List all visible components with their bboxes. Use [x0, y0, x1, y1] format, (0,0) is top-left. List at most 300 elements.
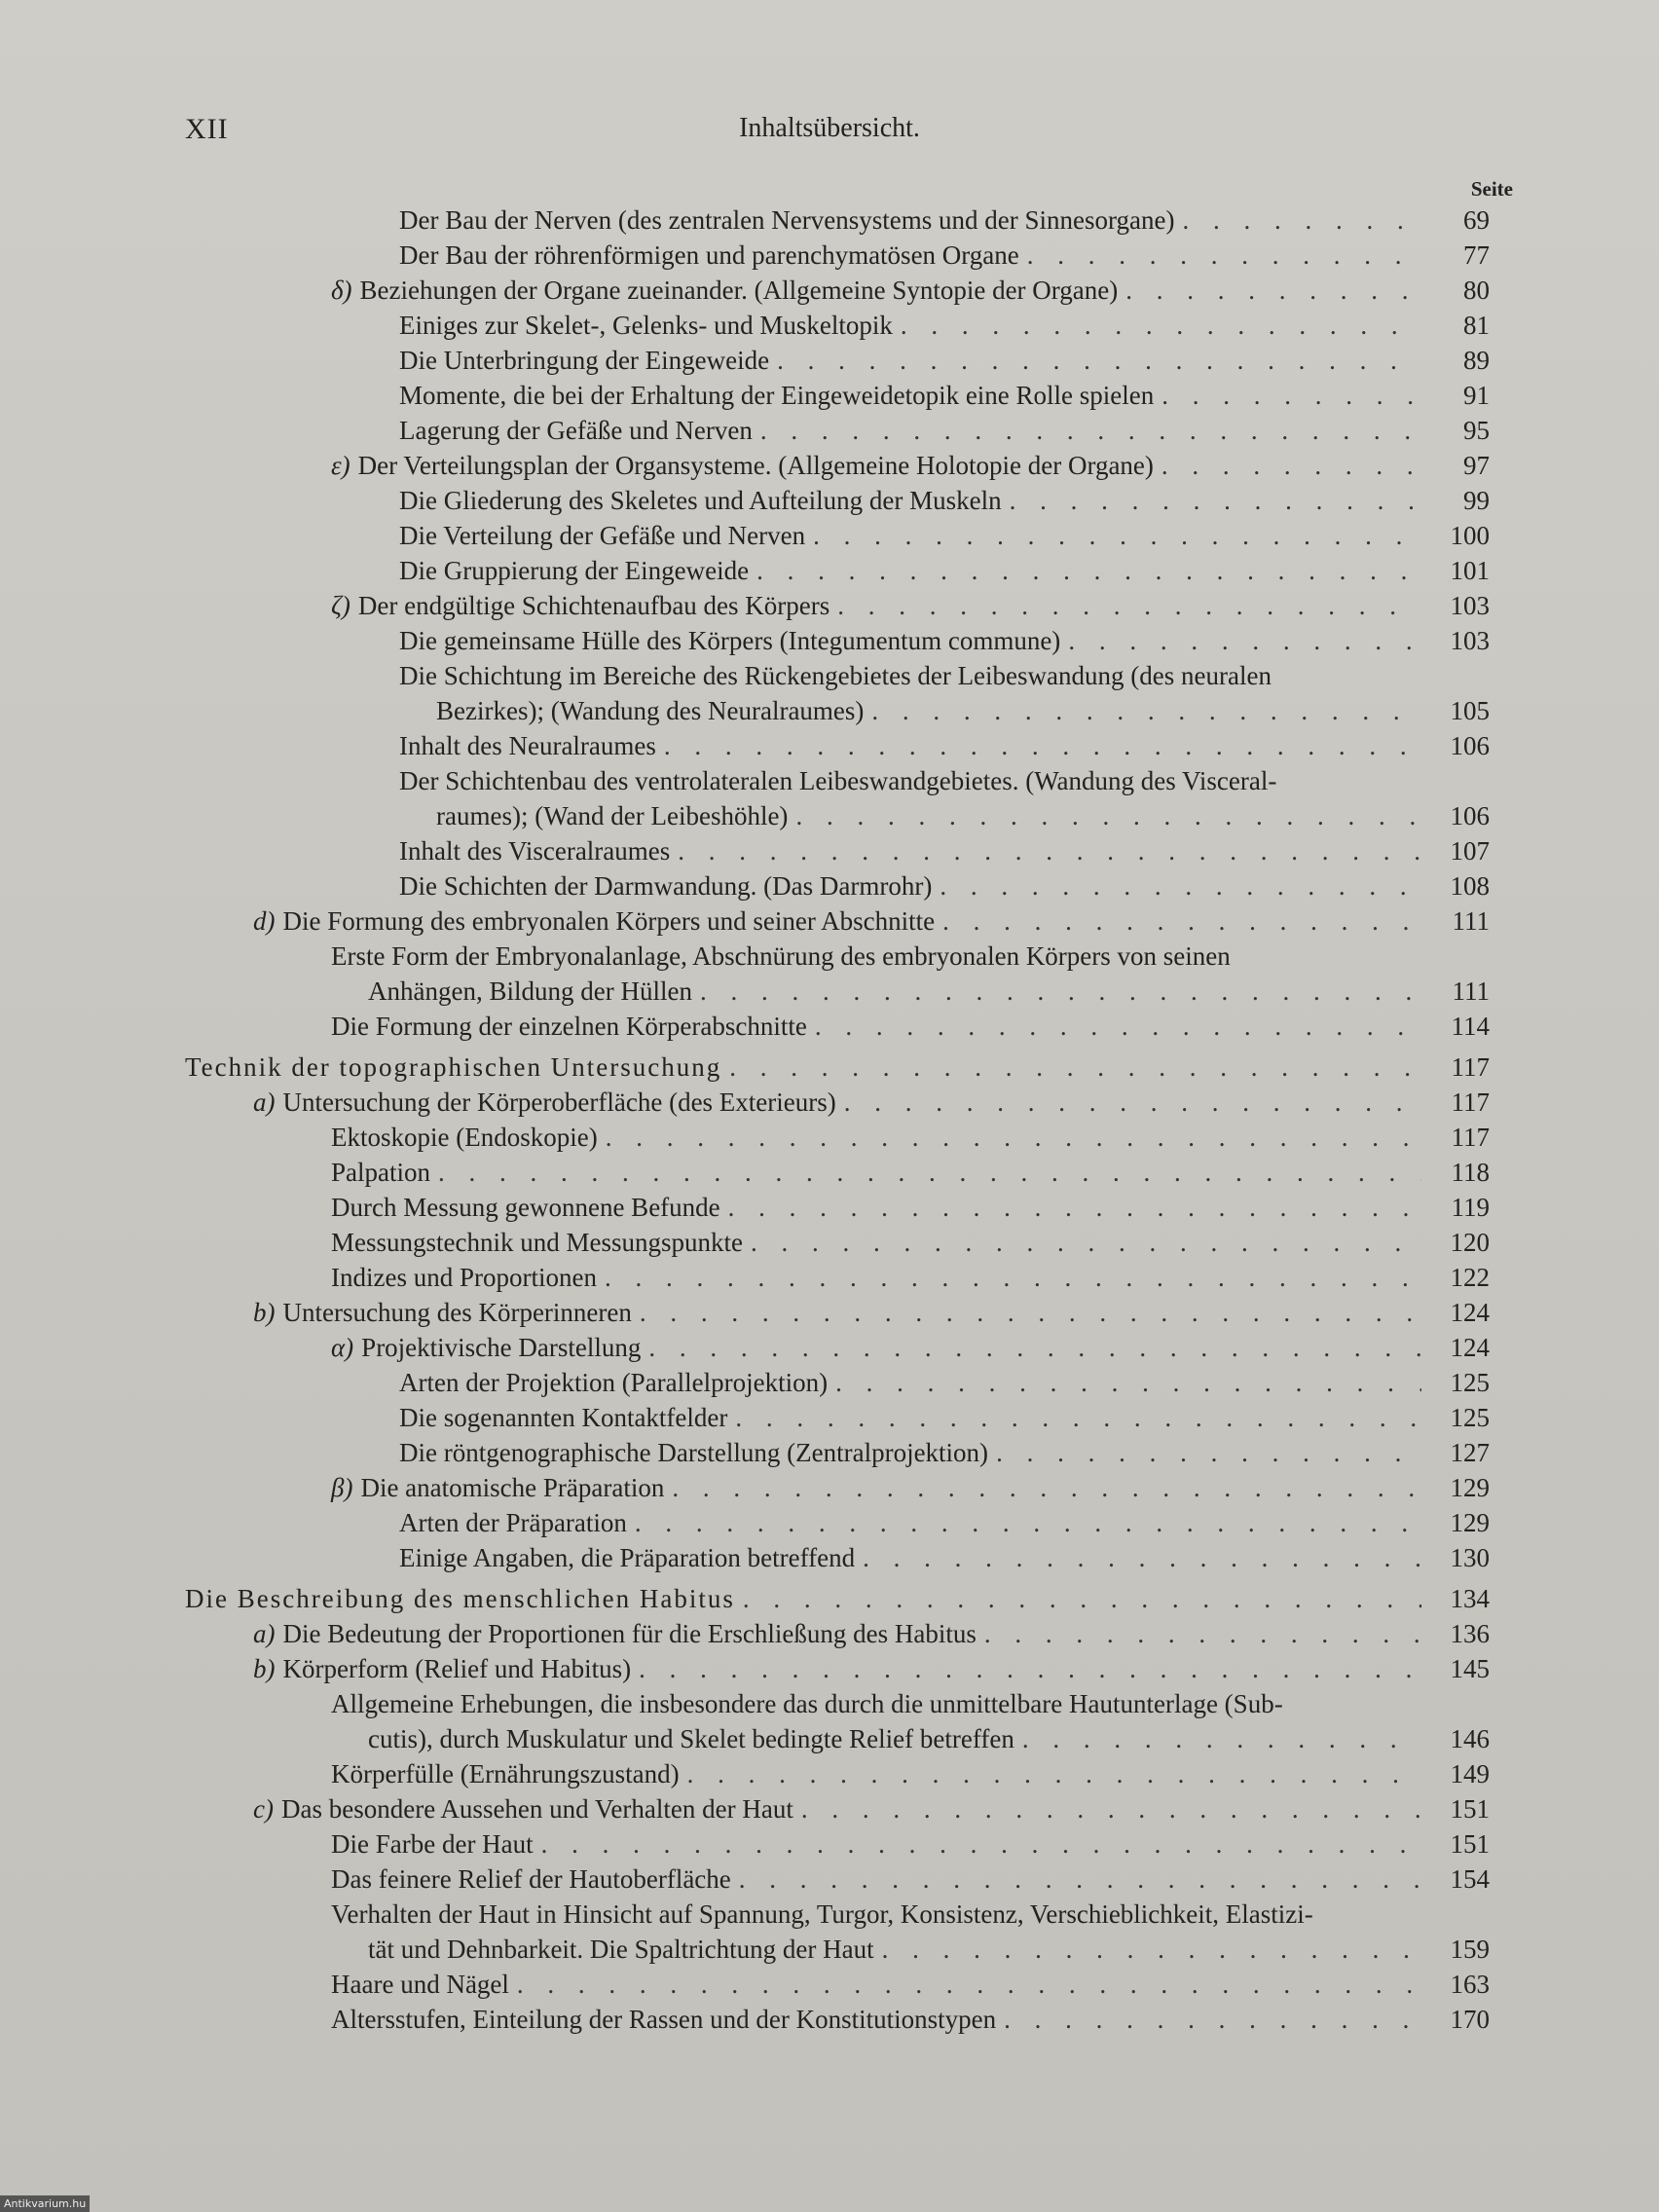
- toc-line: [185, 1826, 1490, 1862]
- toc-page-number: 97: [1463, 451, 1490, 480]
- toc-line: [185, 1470, 1490, 1505]
- toc-entry-title: Arten der Projektion (Parallelprojektion): [399, 1368, 829, 1397]
- dot-leader: [940, 868, 1421, 903]
- toc-line: [185, 1756, 1490, 1791]
- dot-leader: [664, 728, 1421, 763]
- toc-entry-title: Inhalt des Neuralraumes: [399, 731, 656, 760]
- toc-entry: [185, 343, 1490, 378]
- toc-entry-title: Körperfülle (Ernährungszustand): [331, 1759, 680, 1788]
- toc-line: [185, 623, 1490, 658]
- toc-entry: [185, 1330, 1490, 1365]
- toc-line: [185, 1616, 1490, 1651]
- toc-page-number: 69: [1463, 205, 1490, 235]
- toc-page-number: 129: [1450, 1473, 1490, 1502]
- page-header: [185, 113, 1474, 152]
- toc-page-number: 117: [1451, 1123, 1490, 1152]
- toc-entry-marker: a): [253, 1088, 276, 1117]
- toc-entry-text: [399, 728, 656, 763]
- toc-entry: [185, 1435, 1490, 1470]
- toc-page-number: 127: [1450, 1438, 1490, 1467]
- toc-entry-text: [253, 1791, 793, 1826]
- dot-leader: [760, 413, 1421, 448]
- toc-line: [185, 518, 1490, 553]
- toc-entry-title: Die Formung des embryonalen Körpers und seiner Abschnitte: [282, 906, 936, 936]
- toc-entry: [185, 1155, 1490, 1190]
- toc-entry-marker: b): [253, 1654, 276, 1683]
- toc-line: [185, 2002, 1490, 2037]
- dot-leader: [813, 518, 1421, 553]
- toc-entry-text: [331, 588, 830, 623]
- toc-entry-text: [399, 518, 805, 553]
- toc-entry-title: tät und Dehnbarkeit. Die Spaltrichtung der Haut: [368, 1935, 874, 1964]
- toc-entry: [185, 1862, 1490, 1897]
- dot-leader: [901, 308, 1421, 343]
- toc-page-number: 117: [1451, 1052, 1490, 1082]
- toc-entry-text: [399, 553, 749, 588]
- toc-entry-title: Lagerung der Gefäße und Nerven: [399, 416, 753, 445]
- toc-entry: [185, 378, 1490, 413]
- toc-page-number: 122: [1450, 1263, 1490, 1292]
- toc-page-number: 170: [1450, 2005, 1490, 2034]
- dot-leader: [672, 1470, 1421, 1505]
- toc-page-number: 103: [1450, 591, 1490, 620]
- toc-line: [185, 1330, 1490, 1365]
- toc-entry-text: [399, 1400, 727, 1435]
- dot-leader: [1161, 378, 1421, 413]
- toc-entry-text: [368, 1721, 1014, 1756]
- toc-entry-title: Der Verteilungsplan der Organsysteme. (Allgemeine Holotopie der Organe): [357, 451, 1154, 480]
- page-column-label: Seite: [1470, 177, 1513, 201]
- toc-line: [185, 1540, 1490, 1575]
- toc-line: [185, 1791, 1490, 1826]
- toc-entry: [185, 623, 1490, 658]
- toc-page-number: 77: [1463, 240, 1490, 270]
- toc-entry-text: [399, 833, 670, 868]
- toc-entry: [185, 763, 1490, 833]
- toc-line: [185, 238, 1490, 273]
- toc-entry-title: Das feinere Relief der Hautoberfläche: [331, 1864, 731, 1894]
- toc-entry: [185, 1616, 1490, 1651]
- toc-entry: [185, 868, 1490, 903]
- toc-section: [185, 1581, 1490, 1616]
- toc-entry: [185, 1085, 1490, 1120]
- toc-entry-title: Das besondere Aussehen und Verhalten der Haut: [280, 1794, 793, 1824]
- toc-line: [185, 483, 1490, 518]
- toc-line: [185, 1050, 1490, 1085]
- toc-entry-title: Die Schichtung im Bereiche des Rückengebietes der Leibeswandung (des neuralen: [399, 661, 1272, 690]
- toc-entry-text: [436, 798, 788, 833]
- toc-entry-title: Verhalten der Haut in Hinsicht auf Spannung, Turgor, Konsistenz, Verschieblichkeit, Elastizi-: [331, 1899, 1313, 1929]
- toc-entry: [185, 483, 1490, 518]
- toc-entry-title: Technik der topographischen Untersuchung: [185, 1052, 722, 1082]
- toc-entry: [185, 308, 1490, 343]
- toc-entry-title: Erste Form der Embryonalanlage, Abschnürung des embryonalen Körpers von seinen: [331, 941, 1231, 971]
- toc-line: [185, 1651, 1490, 1686]
- toc-entry-title: Einiges zur Skelet-, Gelenks- und Muskeltopik: [399, 311, 893, 340]
- toc-page-number: 89: [1463, 346, 1490, 375]
- toc-entry-title: Einige Angaben, die Präparation betreffend: [399, 1543, 856, 1572]
- toc-line: [185, 1721, 1490, 1756]
- dot-leader: [1004, 2002, 1421, 2037]
- toc-line: [185, 553, 1490, 588]
- toc-page-number: 124: [1450, 1298, 1490, 1327]
- toc-entry-title: Die gemeinsame Hülle des Körpers (Integumentum commune): [399, 626, 1061, 655]
- toc-line: [185, 798, 1490, 833]
- toc-entry-text: [399, 1505, 627, 1540]
- toc-entry-title: Momente, die bei der Erhaltung der Eingeweidetopik eine Rolle spielen: [399, 381, 1155, 410]
- toc-entry-text: [253, 1085, 836, 1120]
- toc-page-number: 159: [1450, 1935, 1490, 1964]
- toc-entry-title: Die Schichten der Darmwandung. (Das Darmrohr): [399, 871, 933, 901]
- toc-entry-title: Inhalt des Visceralraumes: [399, 836, 671, 866]
- toc-entry: [185, 939, 1490, 1009]
- dot-leader: [835, 1365, 1421, 1400]
- toc-entry-text: [331, 1155, 430, 1190]
- dot-leader: [639, 1651, 1421, 1686]
- dot-leader: [648, 1330, 1421, 1365]
- page-number: XII: [185, 113, 229, 145]
- toc-page-number: 124: [1450, 1333, 1490, 1362]
- toc-entry-text: [331, 448, 1154, 483]
- toc-line: [185, 448, 1490, 483]
- toc-line: [185, 1686, 1490, 1721]
- toc-page-number: 91: [1463, 381, 1490, 410]
- toc-entry: [185, 1295, 1490, 1330]
- dot-leader: [635, 1505, 1421, 1540]
- dot-leader: [678, 833, 1421, 868]
- toc-page-number: 146: [1450, 1724, 1490, 1753]
- dot-leader: [728, 1190, 1421, 1225]
- toc-page-number: 106: [1450, 731, 1490, 760]
- toc-entry: [185, 273, 1490, 308]
- toc-entry-text: [185, 1581, 735, 1616]
- toc-page-number: 149: [1450, 1759, 1490, 1788]
- dot-leader: [687, 1756, 1421, 1791]
- toc-entry: [185, 1400, 1490, 1435]
- dot-leader: [700, 974, 1421, 1009]
- toc-page-number: 151: [1450, 1829, 1490, 1859]
- toc-entry-text: [331, 939, 1231, 974]
- toc-entry-text: [399, 658, 1272, 693]
- toc-entry: [185, 1756, 1490, 1791]
- toc-entry: [185, 833, 1490, 868]
- dot-leader: [1125, 273, 1421, 308]
- dot-leader: [777, 343, 1421, 378]
- toc-line: [185, 588, 1490, 623]
- toc-line: [185, 413, 1490, 448]
- toc-line: [185, 833, 1490, 868]
- toc-entry-text: [399, 308, 893, 343]
- toc-entry-text: [331, 1190, 720, 1225]
- toc-entry-title: Anhängen, Bildung der Hüllen: [368, 977, 692, 1006]
- toc-entry-title: Die Beschreibung des menschlichen Habitus: [185, 1584, 735, 1613]
- toc-entry-text: [331, 273, 1118, 308]
- toc-entry-title: Die Unterbringung der Eingeweide: [399, 346, 770, 375]
- toc-entry: [185, 1470, 1490, 1505]
- toc-entry: [185, 1365, 1490, 1400]
- toc-line: [185, 378, 1490, 413]
- toc-page-number: 134: [1450, 1584, 1490, 1613]
- toc-entry-marker: ε): [331, 451, 350, 480]
- dot-leader: [605, 1260, 1421, 1295]
- toc-entry-title: Die Verteilung der Gefäße und Nerven: [399, 521, 806, 550]
- toc-page-number: 136: [1450, 1619, 1490, 1648]
- toc-entry: [185, 1190, 1490, 1225]
- toc-page-number: 100: [1450, 521, 1490, 550]
- toc-entry-marker: d): [253, 906, 276, 936]
- toc-entry: [185, 1897, 1490, 1967]
- toc-entry-title: Die Gliederung des Skeletes und Aufteilung der Muskeln: [399, 486, 1002, 515]
- toc-line: [185, 1155, 1490, 1190]
- toc-entry-title: Körperform (Relief und Habitus): [282, 1654, 632, 1683]
- toc-entry-title: raumes); (Wand der Leibeshöhle): [436, 801, 789, 830]
- toc-entry-title: Der Bau der röhrenförmigen und parenchymatösen Organe: [399, 240, 1019, 270]
- toc-entry-text: [399, 1365, 828, 1400]
- toc-entry: [185, 553, 1490, 588]
- toc-page-number: 125: [1450, 1368, 1490, 1397]
- toc-entry: [185, 2002, 1490, 2037]
- toc-page-number: 130: [1450, 1543, 1490, 1572]
- toc-entry: [185, 1651, 1490, 1686]
- toc-page-number: 107: [1450, 836, 1490, 866]
- toc-line: [185, 1400, 1490, 1435]
- toc-entry-title: Die Bedeutung der Proportionen für die Erschließung des Habitus: [282, 1619, 977, 1648]
- dot-leader: [517, 1967, 1421, 2002]
- toc-entry-text: [331, 1756, 680, 1791]
- dot-leader: [729, 1050, 1421, 1085]
- watermark: Antikvarium.hu: [0, 2195, 90, 2212]
- toc-page-number: 103: [1450, 626, 1490, 655]
- toc-page-number: 111: [1452, 977, 1490, 1006]
- toc-page-number: 163: [1450, 1970, 1490, 1999]
- toc-entry-title: Die Farbe der Haut: [331, 1829, 534, 1859]
- toc-entry-text: [331, 1967, 509, 2002]
- toc-entry-text: [331, 1260, 597, 1295]
- toc-entry: [185, 518, 1490, 553]
- dot-leader: [863, 1540, 1421, 1575]
- dot-leader: [815, 1009, 1421, 1044]
- dot-leader: [996, 1435, 1421, 1470]
- toc-line: [185, 308, 1490, 343]
- toc-page-number: 81: [1463, 311, 1490, 340]
- toc-entry: [185, 1540, 1490, 1575]
- toc-page-number: 101: [1450, 556, 1490, 585]
- toc-entry: [185, 1505, 1490, 1540]
- dot-leader: [844, 1085, 1421, 1120]
- toc-entry-marker: c): [253, 1794, 274, 1824]
- dot-leader: [606, 1120, 1421, 1155]
- toc-page-number: 145: [1450, 1654, 1490, 1683]
- toc-entry-title: Die röntgenographische Darstellung (Zentralprojektion): [399, 1438, 989, 1467]
- toc-line: [185, 1435, 1490, 1470]
- toc-entry-text: [399, 1540, 855, 1575]
- toc-line: [185, 974, 1490, 1009]
- toc-line: [185, 1225, 1490, 1260]
- dot-leader: [1010, 483, 1421, 518]
- toc-entry: [185, 1686, 1490, 1756]
- toc-entry-text: [399, 763, 1276, 798]
- dot-leader: [1182, 203, 1421, 238]
- toc-page-number: 120: [1450, 1228, 1490, 1257]
- toc-page-number: 108: [1450, 871, 1490, 901]
- toc-entry-text: [399, 378, 1154, 413]
- toc-line: [185, 693, 1490, 728]
- toc-entry-title: Messungstechnik und Messungspunkte: [331, 1228, 743, 1257]
- toc-page-number: 125: [1450, 1403, 1490, 1432]
- toc-entry-marker: a): [253, 1619, 276, 1648]
- toc-entry-text: [399, 483, 1002, 518]
- toc-entry-text: [368, 1932, 874, 1967]
- dot-leader: [942, 903, 1421, 939]
- toc-page-number: 151: [1450, 1794, 1490, 1824]
- toc-line: [185, 1009, 1490, 1044]
- toc-entry-marker: ζ): [331, 591, 350, 620]
- toc-entry-text: [399, 343, 769, 378]
- dot-leader: [801, 1791, 1421, 1826]
- toc-page-number: 129: [1450, 1508, 1490, 1537]
- dot-leader: [1027, 238, 1421, 273]
- toc-entry: [185, 903, 1490, 939]
- dot-leader: [1068, 623, 1421, 658]
- dot-leader: [743, 1581, 1421, 1616]
- toc-entry: [185, 1225, 1490, 1260]
- toc-entry-text: [253, 1616, 977, 1651]
- toc-page-number: 119: [1451, 1193, 1490, 1222]
- toc-line: [185, 658, 1490, 693]
- dot-leader: [882, 1932, 1421, 1967]
- toc-entry-marker: δ): [331, 276, 352, 305]
- toc-entry: [185, 448, 1490, 483]
- toc-line: [185, 903, 1490, 939]
- toc-entry-title: Die Gruppierung der Eingeweide: [399, 556, 750, 585]
- toc-entry-title: Die sogenannten Kontaktfelder: [399, 1403, 728, 1432]
- toc-entry-text: [399, 203, 1174, 238]
- toc-entry-text: [253, 1651, 631, 1686]
- toc-line: [185, 1120, 1490, 1155]
- toc-entry-title: Der endgültige Schichtenaufbau des Körpers: [357, 591, 830, 620]
- toc-entry-text: [185, 1050, 721, 1085]
- toc-entry: [185, 1260, 1490, 1295]
- toc-entry-title: Der Bau der Nerven (des zentralen Nervensystems und der Sinnesorgane): [399, 205, 1175, 235]
- toc-page-number: 106: [1450, 801, 1490, 830]
- toc-entry-title: Allgemeine Erhebungen, die insbesondere das durch die unmittelbare Hautunterlage (Sub-: [331, 1689, 1283, 1718]
- dot-leader: [739, 1862, 1421, 1897]
- toc-entry-marker: b): [253, 1298, 276, 1327]
- toc-entry: [185, 1791, 1490, 1826]
- toc-line: [185, 868, 1490, 903]
- toc-entry-title: Die Formung der einzelnen Körperabschnitte: [331, 1012, 807, 1041]
- toc-entry: [185, 1967, 1490, 2002]
- toc-page-number: 99: [1463, 486, 1490, 515]
- dot-leader: [795, 798, 1421, 833]
- dot-leader: [438, 1155, 1421, 1190]
- dot-leader: [871, 693, 1421, 728]
- toc-line: [185, 203, 1490, 238]
- toc-entry-title: Palpation: [331, 1158, 430, 1187]
- toc-entry-text: [368, 974, 692, 1009]
- toc-page-number: 114: [1451, 1012, 1490, 1041]
- dot-leader: [837, 588, 1421, 623]
- toc-entry-text: [399, 1435, 988, 1470]
- toc-entry: [185, 1009, 1490, 1044]
- toc-entry-text: [399, 413, 753, 448]
- toc-line: [185, 763, 1490, 798]
- toc-page-number: 118: [1451, 1158, 1490, 1187]
- toc-entry-title: Der Schichtenbau des ventrolateralen Leibeswandgebietes. (Wandung des Visceral-: [399, 766, 1277, 795]
- dot-leader: [984, 1616, 1421, 1651]
- table-of-contents: [185, 203, 1490, 2037]
- toc-page-number: 105: [1450, 696, 1490, 725]
- toc-page-number: 80: [1463, 276, 1490, 305]
- toc-entry-title: Die anatomische Präparation: [360, 1473, 665, 1502]
- toc-entry-text: [253, 1295, 632, 1330]
- toc-entry-title: Arten der Präparation: [399, 1508, 627, 1537]
- dot-leader: [640, 1295, 1421, 1330]
- toc-page-number: 95: [1463, 416, 1490, 445]
- toc-line: [185, 1932, 1490, 1967]
- toc-entry-text: [253, 903, 935, 939]
- toc-line: [185, 1260, 1490, 1295]
- toc-line: [185, 1505, 1490, 1540]
- toc-entry-text: [399, 623, 1060, 658]
- toc-line: [185, 1295, 1490, 1330]
- toc-entry: [185, 238, 1490, 273]
- toc-entry-title: Durch Messung gewonnene Befunde: [331, 1193, 720, 1222]
- toc-entry-text: [331, 1862, 731, 1897]
- toc-line: [185, 1862, 1490, 1897]
- toc-entry-title: Beziehungen der Organe zueinander. (Allgemeine Syntopie der Organe): [359, 276, 1119, 305]
- toc-line: [185, 1085, 1490, 1120]
- toc-entry-marker: α): [331, 1333, 354, 1362]
- toc-entry: [185, 588, 1490, 623]
- dot-leader: [1022, 1721, 1421, 1756]
- toc-entry: [185, 1120, 1490, 1155]
- toc-line: [185, 728, 1490, 763]
- toc-page-number: 117: [1451, 1088, 1490, 1117]
- toc-line: [185, 1581, 1490, 1616]
- toc-entry-title: Haare und Nägel: [331, 1970, 509, 1999]
- toc-entry-title: Altersstufen, Einteilung der Rassen und der Konstitutionstypen: [331, 2005, 997, 2034]
- running-title: Inhaltsübersicht.: [739, 113, 920, 143]
- toc-line: [185, 343, 1490, 378]
- toc-entry-text: [436, 693, 864, 728]
- toc-section: [185, 1050, 1490, 1085]
- toc-page-number: 111: [1452, 906, 1490, 936]
- toc-entry-title: Untersuchung der Körperoberfläche (des Exterieurs): [282, 1088, 836, 1117]
- toc-entry-title: Indizes und Proportionen: [331, 1263, 597, 1292]
- toc-entry: [185, 413, 1490, 448]
- toc-entry-text: [331, 1897, 1313, 1932]
- toc-entry-text: [331, 1470, 664, 1505]
- toc-page-number: 154: [1450, 1864, 1490, 1894]
- toc-entry: [185, 1826, 1490, 1862]
- toc-entry-title: Projektivische Darstellung: [361, 1333, 642, 1362]
- toc-entry: [185, 728, 1490, 763]
- toc-entry-marker: β): [331, 1473, 353, 1502]
- toc-line: [185, 939, 1490, 974]
- toc-line: [185, 273, 1490, 308]
- toc-entry-text: [399, 238, 1019, 273]
- dot-leader: [735, 1400, 1421, 1435]
- toc-entry-title: Bezirkes); (Wandung des Neuralraumes): [436, 696, 865, 725]
- dot-leader: [541, 1826, 1421, 1862]
- toc-entry-text: [331, 2002, 996, 2037]
- toc-entry: [185, 203, 1490, 238]
- toc-entry-text: [331, 1686, 1283, 1721]
- dot-leader: [756, 553, 1421, 588]
- toc-entry-text: [331, 1225, 743, 1260]
- toc-entry-text: [331, 1826, 534, 1862]
